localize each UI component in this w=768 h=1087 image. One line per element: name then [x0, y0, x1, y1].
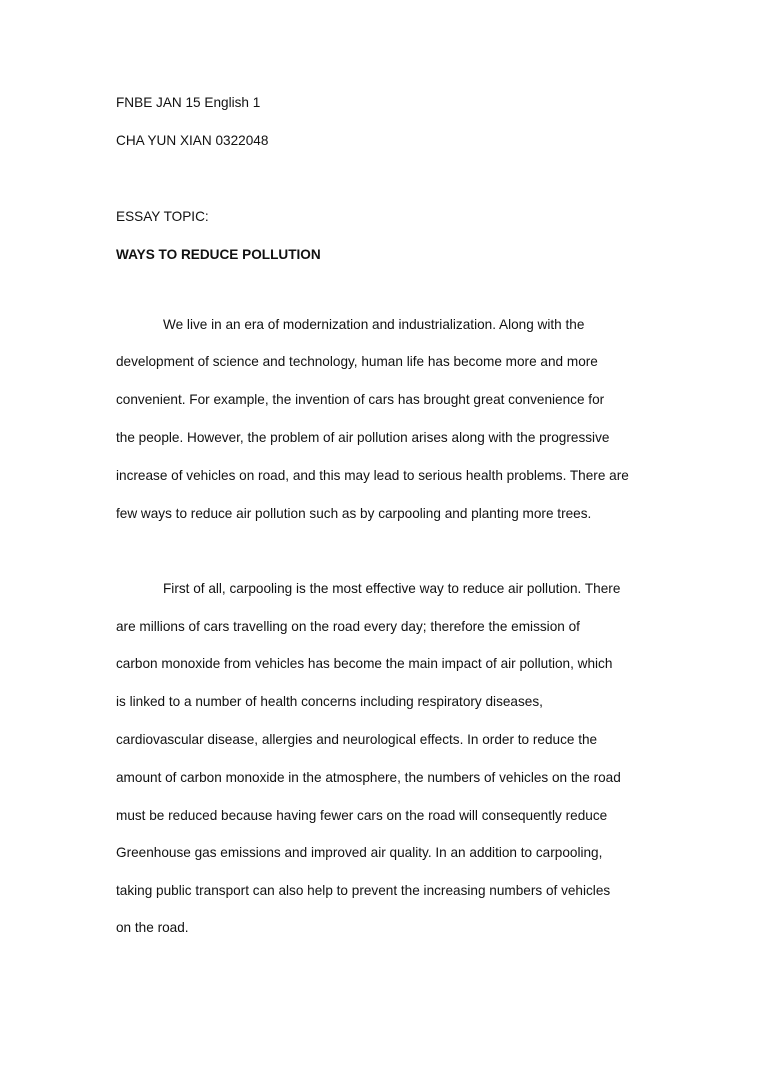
student-line: CHA YUN XIAN 0322048 — [116, 133, 269, 148]
paragraph-2-line-10: on the road. — [116, 920, 189, 935]
course-line: FNBE JAN 15 English 1 — [116, 95, 261, 110]
paragraph-2-line-6: amount of carbon monoxide in the atmosphere, the numbers of vehicles on the road — [116, 770, 621, 785]
paragraph-2-line-5: cardiovascular disease, allergies and neurological effects. In order to reduce the — [116, 732, 598, 747]
paragraph-1-line-2: development of science and technology, human life has become more and more — [116, 354, 598, 369]
paragraph-1-line-3: convenient. For example, the invention of cars has brought great convenience for — [116, 392, 605, 407]
paragraph-2-line-7: must be reduced because having fewer cars on the road will consequently reduce — [116, 808, 608, 823]
essay-title: WAYS TO REDUCE POLLUTION — [116, 247, 321, 262]
essay-topic-label: ESSAY TOPIC: — [116, 209, 209, 224]
paragraph-1-line-5: increase of vehicles on road, and this may lead to serious health problems. There are — [116, 468, 629, 483]
paragraph-1-line-4: the people. However, the problem of air pollution arises along with the progressive — [116, 430, 610, 445]
paragraph-2-line-1: First of all, carpooling is the most effective way to reduce air pollution. There — [163, 581, 621, 596]
paragraph-2-line-4: is linked to a number of health concerns including respiratory diseases, — [116, 694, 543, 709]
paragraph-2-line-8: Greenhouse gas emissions and improved air quality. In an addition to carpooling, — [116, 845, 603, 860]
paragraph-2-line-9: taking public transport can also help to prevent the increasing numbers of vehicles — [116, 883, 611, 898]
paragraph-1-line-1: We live in an era of modernization and industrialization. Along with the — [163, 317, 585, 332]
paragraph-1-line-6: few ways to reduce air pollution such as by carpooling and planting more trees. — [116, 506, 592, 521]
paragraph-2-line-2: are millions of cars travelling on the road every day; therefore the emission of — [116, 619, 580, 634]
paragraph-2-line-3: carbon monoxide from vehicles has become the main impact of air pollution, which — [116, 656, 613, 671]
